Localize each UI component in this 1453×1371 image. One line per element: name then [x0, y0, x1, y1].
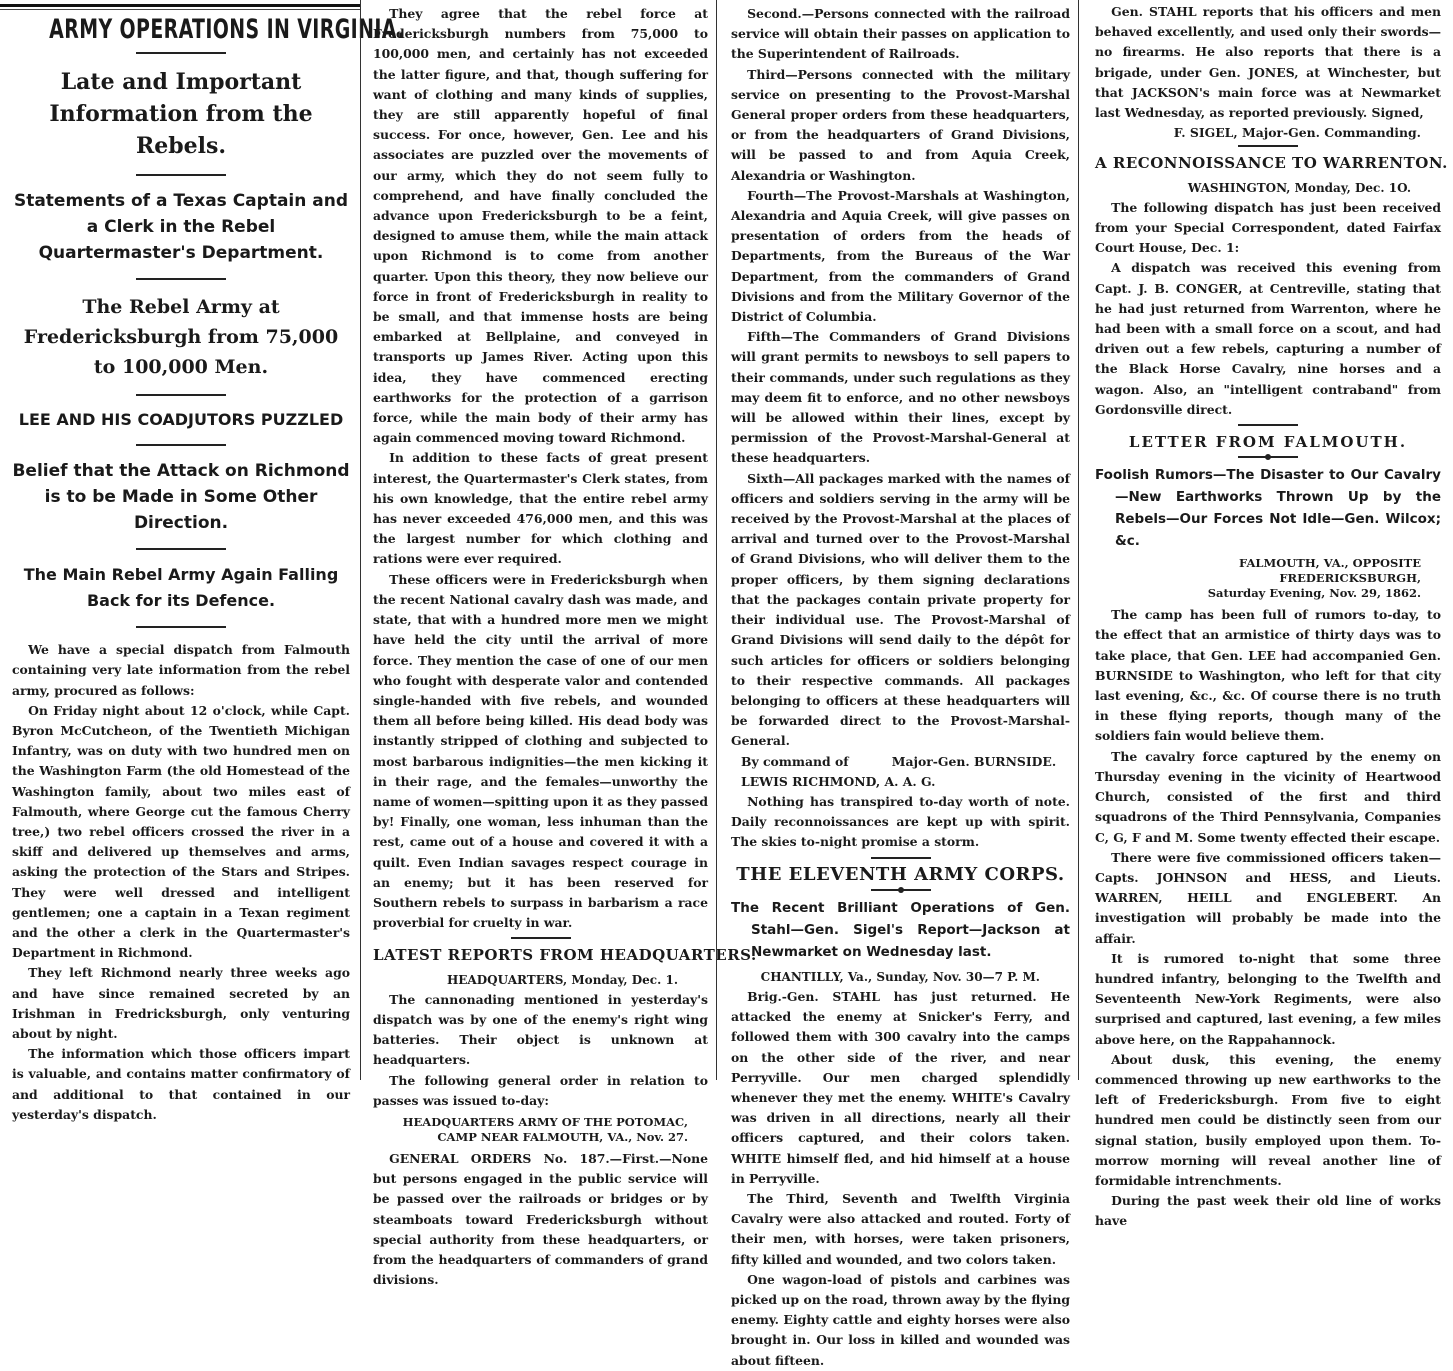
paragraph: The following general order in relation to passes was issued to-day:: [373, 1072, 708, 1108]
paragraph: The Third, Seventh and Twelfth Virginia Cavalry were also attacked and routed. Forty of their men, with horses, were taken prisoners, fifty killed and wounded, and two colors taken.: [731, 1190, 1070, 1267]
paragraph: Sixth—All packages marked with the names of officers and soldiers serving in the army will be received by the Provost-Marshal at the places of arrival and turned over to the Provost-Marshal of Grand Divisions, who will deliver them to the proper officers, by them signing declarations that the packages contain private property for their individual use. The Provost-Marshal of Grand Divisions will send daily to the dépôt for such articles for officers or soldiers belonging to their respective commands. All packages belonging to officers at these headquarters will be forwarded direct to the Provost-Marshal-General.: [731, 470, 1070, 749]
dateline: WASHINGTON, Monday, Dec. 1O.: [1187, 180, 1411, 195]
paragraph: There were five commissioned officers taken—Capts. JOHNSON and HESS, and Lieuts. WARREN, HEILL and ENGLEBERT. An investigation will probably be made into the affair.: [1095, 849, 1441, 946]
dateline: CHANTILLY, Va., Sunday, Nov. 30—7 P. M.: [760, 969, 1040, 984]
dateline: HEADQUARTERS, Monday, Dec. 1.: [446, 972, 678, 987]
signature: F. SIGEL, Major-Gen. Commanding.: [1173, 125, 1421, 141]
divider: [136, 444, 226, 446]
paragraph: The information which those officers impart is valuable, and contains matter confirmatory of and additional to that contained in our yesterday's dispatch.: [12, 1046, 350, 1122]
paragraph: Nothing has transpired to-day worth of note. Daily reconnoissances are kept up with spirit. The skies to-night promise a storm.: [731, 793, 1070, 850]
paragraph: They left Richmond nearly three weeks ago and have since remained secreted by an Irishman in Fredricksburgh, only venturing about by night.: [12, 965, 350, 1042]
subheadline: Late and Important Information from the Rebels.: [49, 69, 313, 160]
divider: [1238, 456, 1298, 458]
section-title: LETTER FROM FALMOUTH.: [1128, 433, 1408, 452]
divider: [871, 889, 931, 891]
paragraph: In addition to these facts of great present interest, the Quartermaster's Clerk states, from his own knowledge, that the entire rebel army has never exceeded 476,000 men, and this was the largest number for which clothing and rations were ever required.: [373, 450, 708, 567]
section-title: THE ELEVENTH ARMY CORPS.: [736, 863, 1065, 885]
column-4: [1078, 0, 1453, 1229]
paragraph: The following dispatch has just been received from your Special Correspondent, dated Fairfax Court House, Dec. 1:: [1095, 199, 1441, 256]
paragraph: Gen. STAHL reports that his officers and men behaved excellently, and used only their swords—no firearms. He also reports that there is a brigade, under Gen. JONES, at Winchester, but that JACKSON's main force was at Newmarket last Wednesday, as reported previously. Signed,: [1095, 4, 1441, 121]
paragraph: About dusk, this evening, the enemy commenced throwing up new earthworks to the left of Fredericksburgh. From five to eight hundred men could be distinctly seen from our signal station, busily employed upon them. To-morrow morning will reveal another line of formidable intrenchments.: [1095, 1051, 1441, 1188]
paragraph: They agree that the rebel force at Fredericksburgh numbers from 75,000 to 100,000 men, and certainly has not exceeded the latter figure, and that, though suffering for want of clothing and many kinds of supplies, they are still apparently hopeful of final success. For once, however, Gen. Lee and his associates are puzzled over the movements of our army, which they do not seem fully to comprehend, and have finally concluded the advance upon Fredericksburgh to be a feint, designed to amuse them, while the main attack upon Richmond is to come from another quarter. Upon this theory, they now believe our force in front of Fredericksburgh in reality to be small, and that immense hosts are being embarked at Bellplaine, and conveyed in transports up James River. Acting upon this idea, they have commenced erecting earthworks for the protection of a garrison force, while the main body of their army has again commenced moving toward Richmond.: [373, 6, 708, 446]
paragraph: During the past week their old line of works have: [1095, 1193, 1441, 1229]
section-title: A RECONNOISSANCE TO WARRENTON.: [1095, 154, 1448, 173]
section-title: LATEST REPORTS FROM HEADQUARTERS.: [373, 946, 757, 965]
top-rule-thin: [0, 9, 360, 10]
signature-aag: LEWIS RICHMOND, A. A. G.: [741, 773, 936, 789]
column-2: [360, 0, 757, 1288]
main-headline: ARMY OPERATIONS IN VIRGINIA.: [49, 14, 405, 45]
divider: [136, 626, 226, 628]
paragraph: It is rumored to-night that some three hundred infantry, belonging to the Twelfth and Seventeenth New-York Regiments, were also surprised and captured, last evening, a few miles above here, on the Rappahannock.: [1095, 950, 1441, 1047]
divider: [136, 278, 226, 280]
top-rule: [0, 4, 360, 7]
paragraph: Third—Persons connected with the military service on presenting to the Provost-Marshal General proper orders from these headquarters, or from the headquarters of Grand Divisions, will be passed to and from Aquia Creek, Alexandria or Washington.: [731, 66, 1070, 183]
divider: [1238, 145, 1298, 147]
column-1: [0, 0, 405, 1122]
dateline-line: FALMOUTH, VA., OPPOSITE FREDERICKSBURGH,: [1238, 556, 1421, 586]
deck: The Recent Brilliant Operations of Gen. Stahl—Gen. Sigel's Report—Jackson at Newmarket on Wednesday last.: [731, 899, 1070, 960]
dateline: [1095, 556, 1441, 601]
order-dateline: [373, 1115, 708, 1145]
signature-line: By command of Major-Gen. BURNSIDE.: [741, 753, 1057, 769]
subheadline: The Rebel Army at Fredericksburgh from 75,000 to 100,000 Men.: [23, 296, 339, 379]
paragraph: The camp has been full of rumors to-day, to the effect that an armistice of thirty days was to take place, that Gen. LEE had accompanied Gen. BURNSIDE to Washington, who left for that city last evening, &c., &c. Of course there is no truth in these flying reports, though many of the soldiers fain would believe them.: [1095, 607, 1441, 744]
paragraph: On Friday night about 12 o'clock, while Capt. Byron McCutcheon, of the Twentieth Michigan Infantry, was on duty with two hundred men on the Washington Farm (the old Homestead of the Washington family, about two miles east of Falmouth, where George cut the famous Cherry tree,) two rebel officers crossed the river in a skiff and delivered up themselves and arms, asking the protection of the Stars and Stripes. They were well dressed and intelligent gentlemen; one a captain in a Texan regiment and the other a clerk in the Quartermaster's Department in Richmond.: [12, 702, 350, 961]
subheadline: The Main Rebel Army Again Falling Back for its Defence.: [23, 565, 339, 611]
paragraph: Fifth—The Commanders of Grand Divisions will grant permits to newsboys to sell papers to their commands, under such regulations as they may deem fit to enforce, and no other newsboys will be allowed within their lines, except by permission of the Provost-Marshal-General at these headquarters.: [731, 329, 1070, 466]
paragraph: One wagon-load of pistols and carbines was picked up on the road, thrown away by the flying enemy. Eighty cattle and eighty horses were also brought in. Our loss in killed and wounded was about fifteen.: [731, 1271, 1070, 1368]
deck: Foolish Rumors—The Disaster to Our Cavalry—New Earthworks Thrown Up by the Rebels—Our Forces Not Idle—Gen. Wilcox; &c.: [1095, 467, 1441, 550]
paragraph: We have a special dispatch from Falmouth containing very late information from the rebel army, procured as follows:: [12, 642, 350, 698]
divider: [1238, 424, 1298, 426]
subheadline: Statements of a Texas Captain and a Clerk in the Rebel Quartermaster's Department.: [13, 191, 349, 264]
paragraph: GENERAL ORDERS No. 187.—First.—None but persons engaged in the public service will be passed over the railroads or bridges or by steamboats toward Fredericksburgh without special authority from these headquarters, or from the headquarters of commanders of grand divisions.: [373, 1150, 708, 1288]
divider: [871, 857, 931, 859]
column-3: [716, 0, 1078, 1368]
dateline-line: Saturday Evening, Nov. 29, 1862.: [1207, 586, 1421, 601]
divider: [136, 548, 226, 550]
paragraph: The cannonading mentioned in yesterday's dispatch was by one of the enemy's right wing batteries. Their object is unknown at headquarters.: [373, 991, 708, 1068]
paragraph: Brig.-Gen. STAHL has just returned. He attacked the enemy at Snicker's Ferry, and followed them with 300 cavalry into the camps on the other side of the river, and near Perryville. Our men charged splendidly whenever they met the enemy. WHITE's Cavalry was driven in all directions, nearly all their officers captured, and their colors taken. WHITE himself fled, and hid himself at a house in Perryville.: [731, 988, 1070, 1186]
paragraph: Fourth—The Provost-Marshals at Washington, Alexandria and Aquia Creek, will give passes on presentation of orders from the heads of Departments, from the Bureaus of the War Department, from the commanders of Grand Divisions and from the Military Governor of the District of Columbia.: [731, 187, 1070, 325]
divider: [136, 394, 226, 396]
paragraph: Second.—Persons connected with the railroad service will obtain their passes on application to the Superintendent of Railroads.: [731, 6, 1070, 62]
order-dateline-line: HEADQUARTERS ARMY OF THE POTOMAC,: [402, 1114, 688, 1129]
subheadline: Belief that the Attack on Richmond is to be Made in Some Other Direction.: [12, 461, 350, 534]
divider: [136, 52, 226, 54]
divider: [136, 174, 226, 176]
paragraph: A dispatch was received this evening from Capt. J. B. CONGER, at Centreville, stating that he had just returned from Warrenton, where he had been with a small force on a scout, and had driven out a few rebels, capturing a number of the Black Horse Cavalry, nine horses and a wagon. Also, an "intelligent contraband" from Gordonsville direct.: [1095, 260, 1441, 417]
order-dateline-line: CAMP NEAR FALMOUTH, VA., Nov. 27.: [437, 1129, 688, 1144]
divider: [511, 937, 571, 939]
subheadline: LEE AND HIS COADJUTORS PUZZLED: [18, 410, 344, 430]
paragraph: These officers were in Fredericksburgh when the recent National cavalry dash was made, and state, that with a hundred more men we might have held the city until the arrival of more force. They mention the case of one of our men who fought with desperate valor and contended single-handed with five rebels, and wounded them all before being killed. His dead body was instantly stripped of clothing and subjected to most barbarous indignities—the men kicking it in their rage, and the females—unworthy the name of women—spitting upon it as they passed by! Finally, one woman, less inhuman than the rest, came out of a house and covered it with a quilt. Even Indian savages respect courage in an enemy; but it has been reserved for Southern rebels to surpass in barbarism a race proverbial for cruelty in war.: [373, 571, 708, 931]
paragraph: The cavalry force captured by the enemy on Thursday evening in the vicinity of Heartwood Church, consisted of the first and third squadrons of the Third Pennsylvania, Companies C, G, F and M. Some twenty effected their escape.: [1095, 748, 1441, 845]
